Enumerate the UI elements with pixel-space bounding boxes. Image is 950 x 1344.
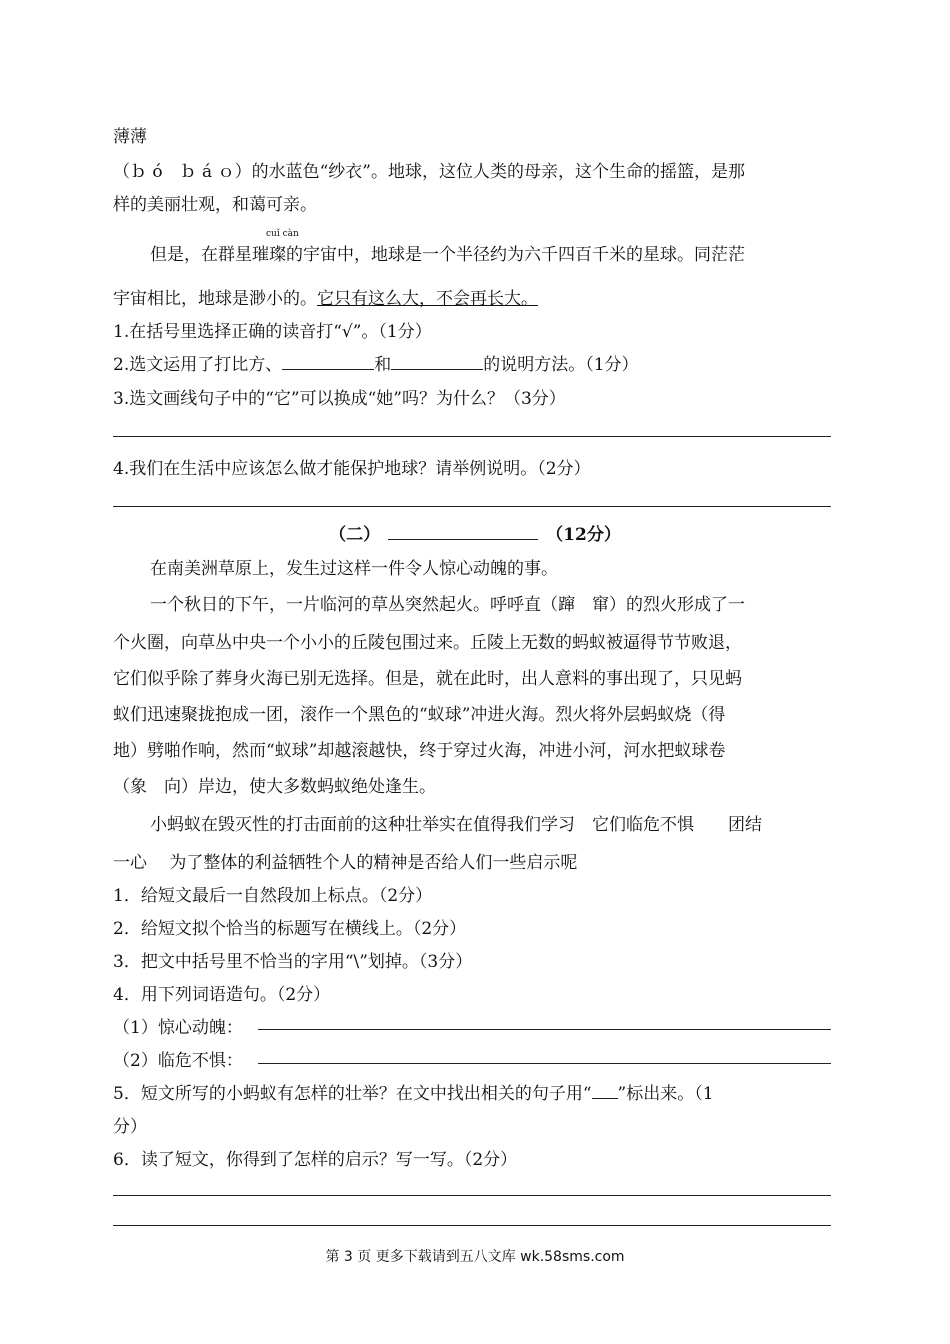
q2-text-c: 的说明方法。（1分） bbox=[483, 355, 639, 375]
underlined-sentence: 它只有这么大，不会再长大。 bbox=[317, 289, 538, 309]
question-5 bbox=[113, 1079, 714, 1104]
paragraph-line: 小蚂蚁在毁灭性的打击面前的这种壮举实在值得我们学习 它们临危不惧 团结 bbox=[150, 815, 762, 835]
paragraph-line: 它们似乎除了葬身火海已别无选择。但是，就在此时，出人意料的事出现了，只见蚂 bbox=[113, 669, 742, 689]
paragraph-line: 地）劈啪作响，然而“蚁球”却越滚越快，终于穿过火海，冲进小河，河水把蚁球卷 bbox=[113, 741, 726, 761]
text-plain: 宇宙相比，地球是渺小的。 bbox=[113, 289, 317, 309]
underline-mark bbox=[592, 1097, 618, 1099]
text-line: 薄薄 bbox=[113, 127, 147, 147]
sentence-prompt-2: （2）临危不惧： bbox=[113, 1051, 243, 1071]
answer-blank[interactable] bbox=[282, 368, 374, 370]
answer-blank[interactable] bbox=[391, 368, 483, 370]
answer-line[interactable] bbox=[113, 1195, 831, 1196]
paragraph-line: 蚁们迅速聚拢抱成一团，滚作一个黑色的“蚁球”冲进火海。烈火将外层蚂蚁烧（得 bbox=[113, 705, 726, 725]
pinyin-annotation: cuǐ càn bbox=[266, 229, 299, 239]
paragraph-line: 个火圈，向草丛中央一个小小的丘陵包围过来。丘陵上无数的蚂蚁被逼得节节败退， bbox=[113, 633, 742, 653]
answer-line[interactable] bbox=[258, 1029, 831, 1030]
q2-text-b: 和 bbox=[374, 355, 392, 375]
question-6: 6．读了短文，你得到了怎样的启示？写一写。（2分） bbox=[113, 1150, 518, 1170]
question-4: 4．用下列词语造句。（2分） bbox=[113, 985, 331, 1005]
answer-line[interactable] bbox=[113, 1225, 831, 1226]
question-5-cont: 分） bbox=[113, 1117, 147, 1137]
question-2: 2．给短文拟个恰当的标题写在横线上。（2分） bbox=[113, 919, 467, 939]
page-footer: 第 3 页 更多下载请到五八文库 wk.58sms.com bbox=[325, 1249, 625, 1265]
text-line: （ｂ ó ｂ á ｏ）的水蓝色“纱衣”。地球，这位人类的母亲，这个生命的摇篮，是那 bbox=[113, 162, 745, 182]
paragraph-line: （象 向）岸边，使大多数蚂蚁绝处逢生。 bbox=[113, 777, 436, 797]
question-4: 4.我们在生活中应该怎么做才能保护地球？请举例说明。（2分） bbox=[113, 459, 591, 479]
section-title bbox=[0, 520, 950, 545]
q5-text-b: ”标出来。（1 bbox=[617, 1084, 714, 1104]
question-3: 3．把文中括号里不恰当的字用“\”划掉。（3分） bbox=[113, 952, 473, 972]
question-2 bbox=[113, 350, 639, 375]
paragraph-line: 在南美洲草原上，发生过这样一件令人惊心动魄的事。 bbox=[150, 559, 558, 579]
text-line: 样的美丽壮观，和蔼可亲。 bbox=[113, 195, 317, 215]
section-number: （二） bbox=[329, 525, 381, 545]
section-score: （12分） bbox=[546, 525, 621, 545]
paragraph-line: 一心 为了整体的利益牺牲个人的精神是否给人们一些启示呢 bbox=[113, 853, 578, 873]
question-1: 1.在括号里选择正确的读音打“√”。（1分） bbox=[113, 322, 432, 342]
text-line: 但是，在群星璀璨的宇宙中，地球是一个半径约为六千四百千米的星球。同茫茫 bbox=[150, 245, 745, 265]
question-3: 3.选文画线句子中的“它”可以换成“她”吗？为什么？（3分） bbox=[113, 389, 566, 409]
answer-line[interactable] bbox=[113, 436, 831, 437]
q5-text-a: 5．短文所写的小蚂蚁有怎样的壮举？在文中找出相关的句子用“ bbox=[113, 1084, 592, 1104]
text-line bbox=[113, 284, 538, 309]
answer-line[interactable] bbox=[258, 1063, 831, 1064]
sentence-prompt-1: （1）惊心动魄： bbox=[113, 1018, 243, 1038]
q2-text-a: 2.选文运用了打比方、 bbox=[113, 355, 283, 375]
paragraph-line: 一个秋日的下午，一片临河的草丛突然起火。呼呼直（蹿 窜）的烈火形成了一 bbox=[150, 595, 745, 615]
question-1: 1．给短文最后一自然段加上标点。（2分） bbox=[113, 886, 433, 906]
title-blank[interactable] bbox=[388, 538, 538, 540]
answer-line[interactable] bbox=[113, 506, 831, 507]
